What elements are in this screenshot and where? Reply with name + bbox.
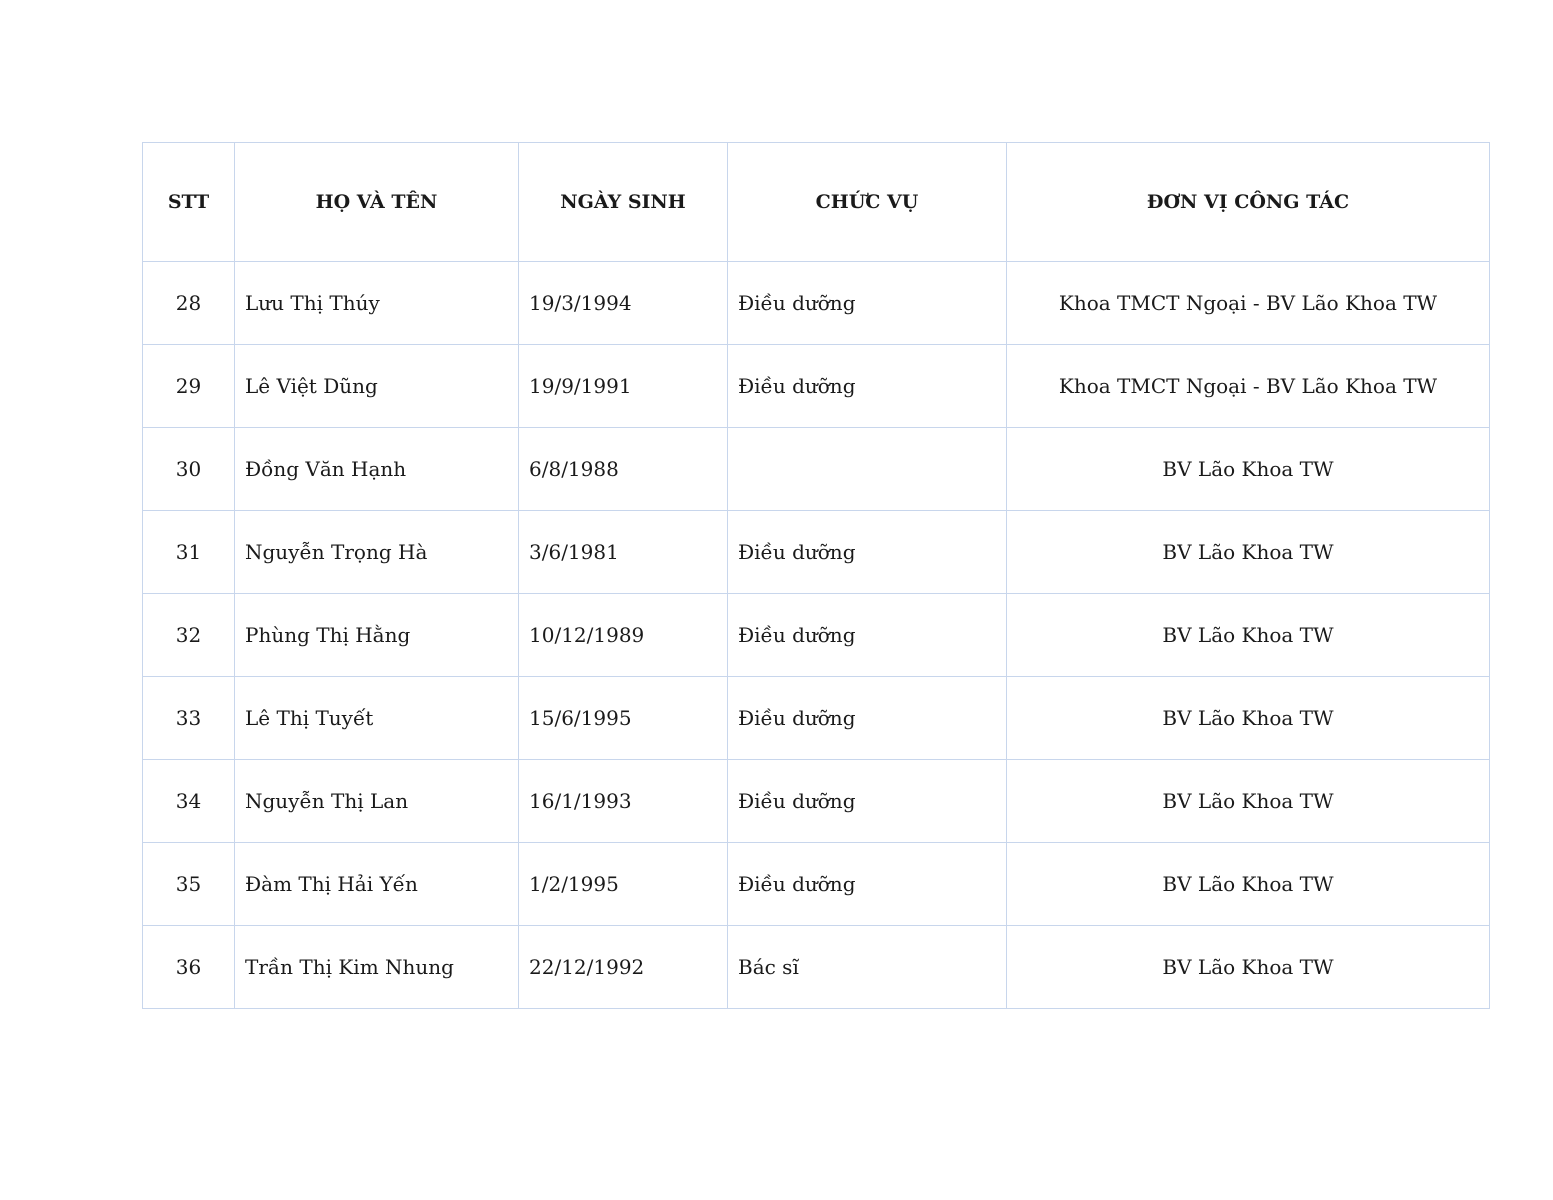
cell-dob: 19/9/1991	[519, 345, 728, 428]
cell-name: Lê Thị Tuyết	[235, 677, 519, 760]
cell-position: Điều dưỡng	[728, 677, 1007, 760]
cell-stt: 36	[143, 926, 235, 1009]
cell-dob: 10/12/1989	[519, 594, 728, 677]
header-row	[143, 143, 1490, 262]
cell-stt: 34	[143, 760, 235, 843]
cell-unit: BV Lão Khoa TW	[1007, 843, 1490, 926]
table-row	[143, 760, 1490, 843]
cell-unit: BV Lão Khoa TW	[1007, 511, 1490, 594]
cell-stt: 33	[143, 677, 235, 760]
cell-position: Bác sĩ	[728, 926, 1007, 1009]
cell-dob: 22/12/1992	[519, 926, 728, 1009]
cell-name: Nguyễn Trọng Hà	[235, 511, 519, 594]
cell-dob: 15/6/1995	[519, 677, 728, 760]
header-name: HỌ VÀ TÊN	[235, 143, 519, 262]
cell-unit: BV Lão Khoa TW	[1007, 594, 1490, 677]
cell-position	[728, 428, 1007, 511]
cell-position: Điều dưỡng	[728, 843, 1007, 926]
table-row	[143, 677, 1490, 760]
cell-position: Điều dưỡng	[728, 262, 1007, 345]
cell-name: Lưu Thị Thúy	[235, 262, 519, 345]
cell-position: Điều dưỡng	[728, 594, 1007, 677]
table-row	[143, 511, 1490, 594]
cell-name: Nguyễn Thị Lan	[235, 760, 519, 843]
staff-table	[142, 142, 1490, 1009]
cell-position: Điều dưỡng	[728, 511, 1007, 594]
cell-name: Trần Thị Kim Nhung	[235, 926, 519, 1009]
table-row	[143, 843, 1490, 926]
table-row	[143, 345, 1490, 428]
cell-unit: Khoa TMCT Ngoại - BV Lão Khoa TW	[1007, 262, 1490, 345]
cell-stt: 28	[143, 262, 235, 345]
cell-position: Điều dưỡng	[728, 345, 1007, 428]
cell-name: Phùng Thị Hằng	[235, 594, 519, 677]
table-row	[143, 428, 1490, 511]
cell-stt: 29	[143, 345, 235, 428]
cell-stt: 32	[143, 594, 235, 677]
table-header	[143, 143, 1490, 262]
header-unit: ĐƠN VỊ CÔNG TÁC	[1007, 143, 1490, 262]
table-row	[143, 262, 1490, 345]
cell-name: Đồng Văn Hạnh	[235, 428, 519, 511]
table-row	[143, 926, 1490, 1009]
cell-dob: 19/3/1994	[519, 262, 728, 345]
cell-name: Lê Việt Dũng	[235, 345, 519, 428]
header-stt: STT	[143, 143, 235, 262]
cell-name: Đàm Thị Hải Yến	[235, 843, 519, 926]
cell-unit: BV Lão Khoa TW	[1007, 428, 1490, 511]
cell-stt: 30	[143, 428, 235, 511]
cell-dob: 16/1/1993	[519, 760, 728, 843]
table-body	[143, 262, 1490, 1009]
cell-stt: 31	[143, 511, 235, 594]
header-position: CHỨC VỤ	[728, 143, 1007, 262]
header-dob: NGÀY SINH	[519, 143, 728, 262]
table-row	[143, 594, 1490, 677]
cell-stt: 35	[143, 843, 235, 926]
cell-unit: Khoa TMCT Ngoại - BV Lão Khoa TW	[1007, 345, 1490, 428]
cell-dob: 6/8/1988	[519, 428, 728, 511]
cell-position: Điều dưỡng	[728, 760, 1007, 843]
cell-unit: BV Lão Khoa TW	[1007, 926, 1490, 1009]
cell-unit: BV Lão Khoa TW	[1007, 677, 1490, 760]
cell-dob: 1/2/1995	[519, 843, 728, 926]
cell-unit: BV Lão Khoa TW	[1007, 760, 1490, 843]
cell-dob: 3/6/1981	[519, 511, 728, 594]
